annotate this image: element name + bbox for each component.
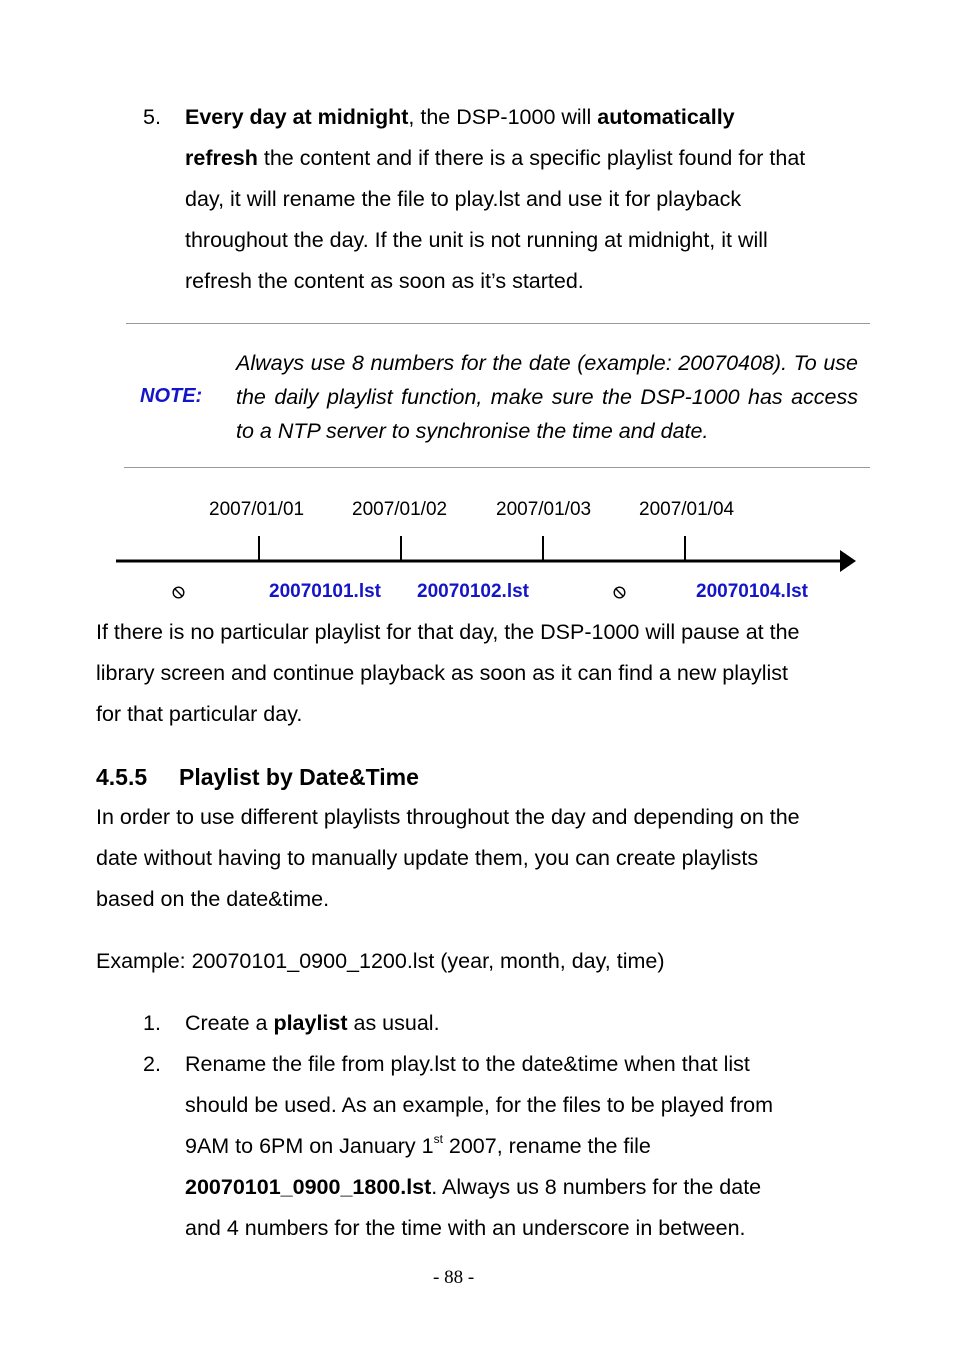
timeline-date-2: 2007/01/02: [352, 499, 448, 520]
step-2-line-3: [185, 1126, 651, 1167]
prohibited-sign-icon: [172, 586, 185, 599]
para1-line-2: library screen and continue playback as soon as it can find a new playlist: [96, 661, 788, 685]
text: , the DSP-1000 will: [408, 105, 598, 129]
prohibited-sign-icon: [613, 586, 626, 599]
para1-line-3: for that particular day.: [96, 702, 303, 726]
text: the content and if there is a specific playlist found for that: [257, 146, 806, 170]
superscript: st: [433, 1132, 443, 1146]
note-top-divider: [126, 323, 870, 324]
section-number: 4.5.5: [96, 764, 148, 790]
timeline-arrow: [116, 548, 858, 574]
step-number-2: 2.: [143, 1052, 161, 1076]
step-2-line-2: should be used. As an example, for the files to be played from: [185, 1093, 774, 1117]
bold-text: refresh: [185, 146, 258, 170]
list-number-5: 5.: [143, 105, 161, 129]
item5-line-4: throughout the day. If the unit is not running at midnight, it will: [185, 228, 768, 252]
note-text: Always use 8 numbers for the date (example: 20070408). To use the daily playlist function, make sure the DSP-1000 has access to a NTP server to synchronise the time and date.: [236, 351, 858, 443]
para2-line-1: In order to use different playlists throughout the day and depending on the: [96, 805, 800, 829]
bold-text: Every day at midnight: [185, 105, 409, 129]
text: 9AM to 6PM on January 1: [185, 1134, 434, 1158]
timeline-date-1: 2007/01/01: [209, 499, 305, 520]
example-line: Example: 20070101_0900_1200.lst (year, month, day, time): [96, 949, 665, 973]
section-title: Playlist by Date&Time: [179, 764, 419, 790]
para2-line-2: date without having to manually update them, you can create playlists: [96, 846, 759, 870]
para2-line-3: based on the date&time.: [96, 887, 330, 911]
step-2-line-5: and 4 numbers for the time with an underscore in between.: [185, 1216, 746, 1240]
item5-line-2: [185, 138, 805, 179]
timeline-file-2: 20070102.lst: [417, 581, 529, 602]
item5-line-3: day, it will rename the file to play.lst and use it for playback: [185, 187, 742, 211]
note-bottom-divider: [124, 467, 870, 468]
item5-line-5: refresh the content as soon as it’s started.: [185, 269, 584, 293]
step-number-1: 1.: [143, 1011, 161, 1035]
step-2-line-4: [185, 1167, 761, 1208]
bold-text: 20070101_0900_1800.lst: [185, 1175, 432, 1199]
text: as usual.: [347, 1011, 440, 1035]
para1-line-1: If there is no particular playlist for that day, the DSP-1000 will pause at the: [96, 620, 800, 644]
text: Create a: [185, 1011, 274, 1035]
item5-line-1: [185, 97, 735, 138]
page-number: - 88 -: [433, 1267, 475, 1288]
step-2-line-1: Rename the file from play.lst to the date&time when that list: [185, 1052, 750, 1076]
text: . Always us 8 numbers for the date: [431, 1175, 762, 1199]
bold-text: playlist: [273, 1011, 348, 1035]
note-label: NOTE:: [140, 385, 203, 407]
bold-text: automatically: [597, 105, 735, 129]
timeline-file-1: 20070101.lst: [269, 581, 381, 602]
timeline-date-3: 2007/01/03: [496, 499, 592, 520]
step-1-line: [185, 1003, 440, 1044]
timeline-file-3: 20070104.lst: [696, 581, 808, 602]
text: 2007, rename the file: [442, 1134, 651, 1158]
timeline-date-4: 2007/01/04: [639, 499, 735, 520]
